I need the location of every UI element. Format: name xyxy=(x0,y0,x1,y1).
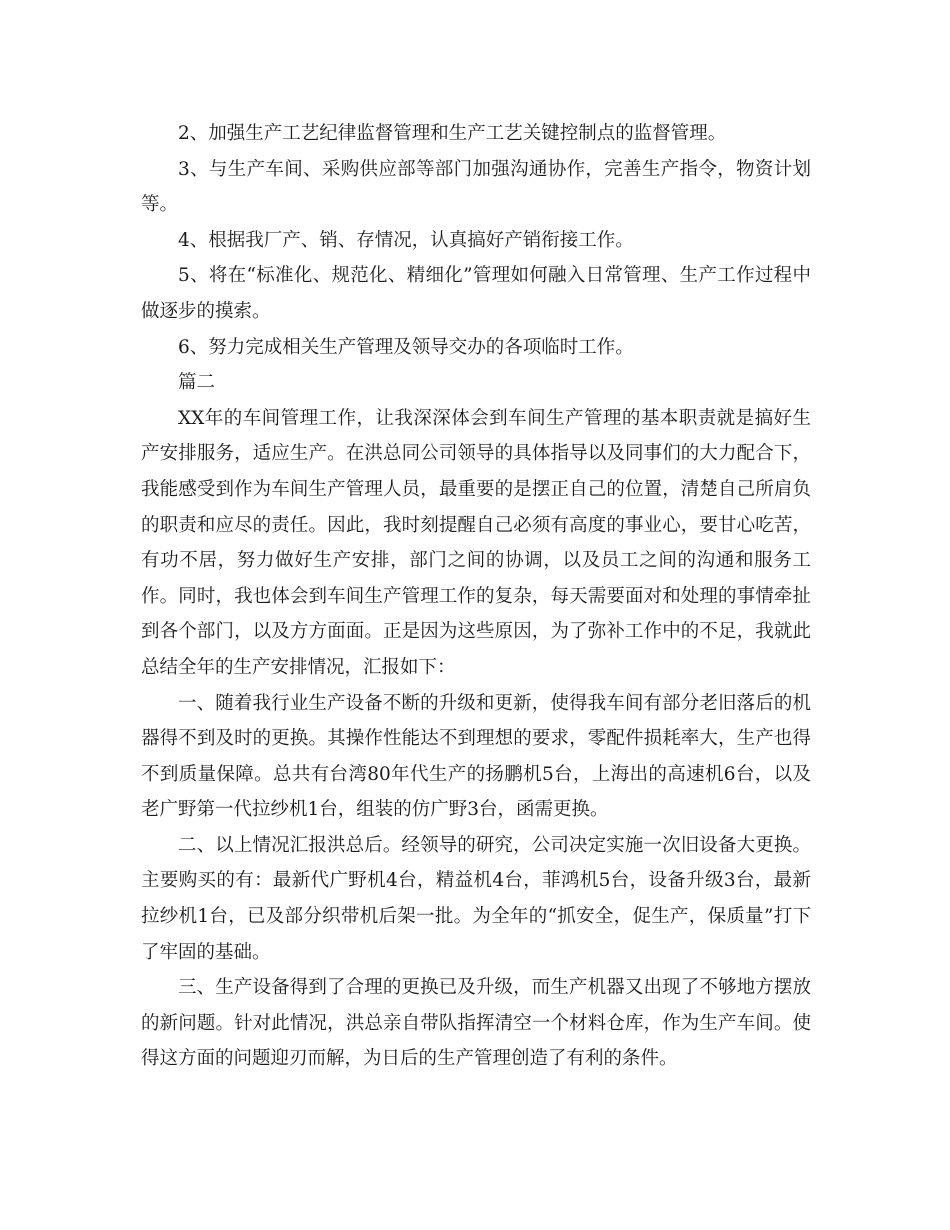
document-body xyxy=(141,116,811,1077)
section-heading: 篇二 xyxy=(178,372,216,394)
paragraph-point-one: 一、随着我行业生产设备不断的升级和更新，使得我车间有部分老旧落后的机器得不到及时的更换。其操作性能达不到理想的要求，零配件损耗率大，生产也得不到质量保障。总共有台湾80年代生产的扬鹏机5台，上海出的高速机6台，以及老广野第一代拉纱机1台，组装的仿广野3台，函需更换。 xyxy=(141,692,811,821)
paragraph-item-4: 4、根据我厂产、销、存情况，认真搞好产销衔接工作。 xyxy=(178,229,634,251)
paragraph-point-three: 三、生产设备得到了合理的更换已及升级，而生产机器又出现了不够地方摆放的新问题。针对此情况，洪总亲自带队指挥清空一个材料仓库，作为生产车间。使得这方面的问题迎刃而解，为日后的生产管理创造了有利的条件。 xyxy=(141,977,811,1070)
paragraph-point-two: 二、以上情况汇报洪总后。经领导的研究，公司决定实施一次旧设备大更换。主要购买的有：最新代广野机4台，精益机4台，菲鸿机5台，设备升级3台，最新拉纱机1台，已及部分织带机后架一批。为全年的“抓安全，促生产，保质量”打下了牢固的基础。 xyxy=(141,834,811,963)
paragraph-item-6: 6、努力完成相关生产管理及领导交办的各项临时工作。 xyxy=(178,336,634,358)
paragraph-item-5: 5、将在“标准化、规范化、精细化”管理如何融入日常管理、生产工作过程中做逐步的摸索。 xyxy=(141,265,811,322)
paragraph-item-3: 3、与生产车间、采购供应部等部门加强沟通协作，完善生产指令，物资计划等。 xyxy=(141,158,811,216)
paragraph-item-2: 2、加强生产工艺纪律监督管理和生产工艺关键控制点的监督管理。 xyxy=(178,123,727,144)
paragraph-intro: XX年的车间管理工作，让我深深体会到车间生产管理的基本职责就是搞好生产安排服务，适应生产。在洪总同公司领导的具体指导以及同事们的大力配合下，我能感受到作为车间生产管理人员，最重要的是摆正自己的位置，清楚自己所肩负的职责和应尽的责任。因此，我时刻提醒自己必须有高度的事业心，要甘心吃苦，有功不居，努力做好生产安排，部门之间的协调，以及员工之间的沟通和服务工作。同时，我也体会到车间生产管理工作的复杂，每天需要面对和处理的事情牵扯到各个部门，以及方方面面。正是因为这些原因，为了弥补工作中的不足，我就此总结全年的生产安排情况，汇报如下： xyxy=(141,407,811,678)
